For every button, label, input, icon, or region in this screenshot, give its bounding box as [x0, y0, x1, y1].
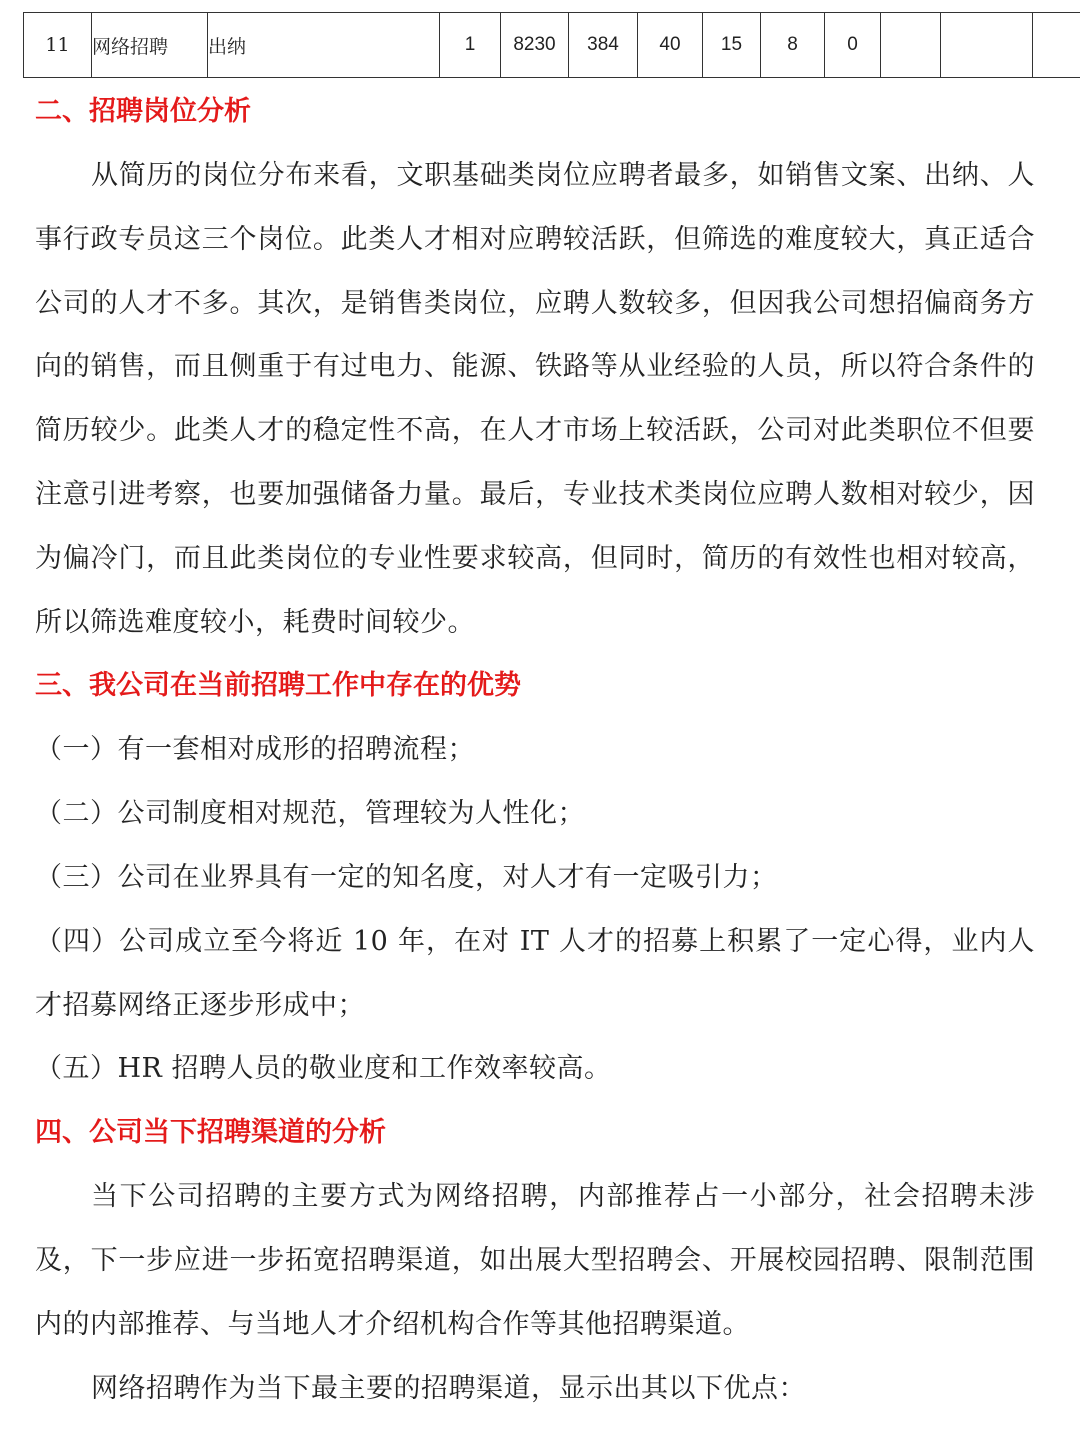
cell-channel: 网络招聘	[92, 13, 208, 78]
section-heading-position-analysis: 二、招聘岗位分析	[35, 96, 251, 127]
cell-total-resumes: 8230	[501, 13, 569, 78]
advantage-item-1: （一）有一套相对成形的招聘流程；	[35, 734, 475, 766]
advantage-item-2: （二）公司制度相对规范，管理较为人性化；	[35, 798, 585, 830]
cell-no: 11	[24, 13, 92, 78]
channel-analysis-paragraph-1: 当下公司招聘的主要方式为网络招聘，内部推荐占一小部分，社会招聘未涉及，下一步应进一步拓宽招聘渠道，如出展大型招聘会、开展校园招聘、限制范围内的内部推荐、与当地人才介绍机构合作等其他招聘渠道。	[35, 1181, 1035, 1340]
advantage-item-3: （三）公司在业界具有一定的知名度，对人才有一定吸引力；	[35, 861, 778, 893]
advantage-item-4: （四）公司成立至今将近 10 年，在对 IT 人才的招募上积累了一定心得，业内人才招募网络正逐步形成中；	[35, 925, 1035, 1021]
cell-second-interviews: 15	[703, 13, 761, 78]
section-heading-channel-analysis: 四、公司当下招聘渠道的分析	[35, 1117, 386, 1149]
position-analysis-paragraph: 从简历的岗位分布来看，文职基础类岗位应聘者最多，如销售文案、出纳、人事行政专员这三个岗位。此类人才相对应聘较活跃，但筛选的难度较大，真正适合公司的人才不多。其次，是销售类岗位，应聘人数较多，但因我公司想招偏商务方向的销售，而且侧重于有过电力、能源、铁路等从业经验的人员，所以符合条件的简历较少。此类人才的稳定性不高，在人才市场上较活跃，公司对此类职位不但要注意引进考察，也要加强储备力量。最后，专业技术类岗位应聘人数相对较少，因为偏冷门，而且此类岗位的专业性要求较高，但同时，简历的有效性也相对较高，所以筛选难度较小，耗费时间较少。	[35, 160, 1035, 638]
document-body	[35, 80, 1035, 1420]
channel-analysis-paragraph-2: 网络招聘作为当下最主要的招聘渠道，显示出其以下优点：	[91, 1372, 806, 1404]
cell-hired: 0	[825, 13, 881, 78]
table-row	[24, 13, 1080, 78]
recruitment-table	[23, 12, 1080, 78]
section-heading-advantages: 三、我公司在当前招聘工作中存在的优势	[35, 670, 521, 702]
cell-extra-1	[881, 13, 941, 78]
cell-num-positions: 1	[440, 13, 501, 78]
recruitment-table-grid	[23, 12, 1080, 78]
advantage-item-5: （五）HR 招聘人员的敬业度和工作效率较高。	[35, 1053, 612, 1085]
cell-offers: 8	[761, 13, 825, 78]
cell-extra-3	[1033, 13, 1080, 78]
cell-valid-resumes: 384	[569, 13, 638, 78]
cell-extra-2	[941, 13, 1033, 78]
cell-interviews: 40	[638, 13, 703, 78]
cell-position: 出纳	[208, 13, 440, 78]
